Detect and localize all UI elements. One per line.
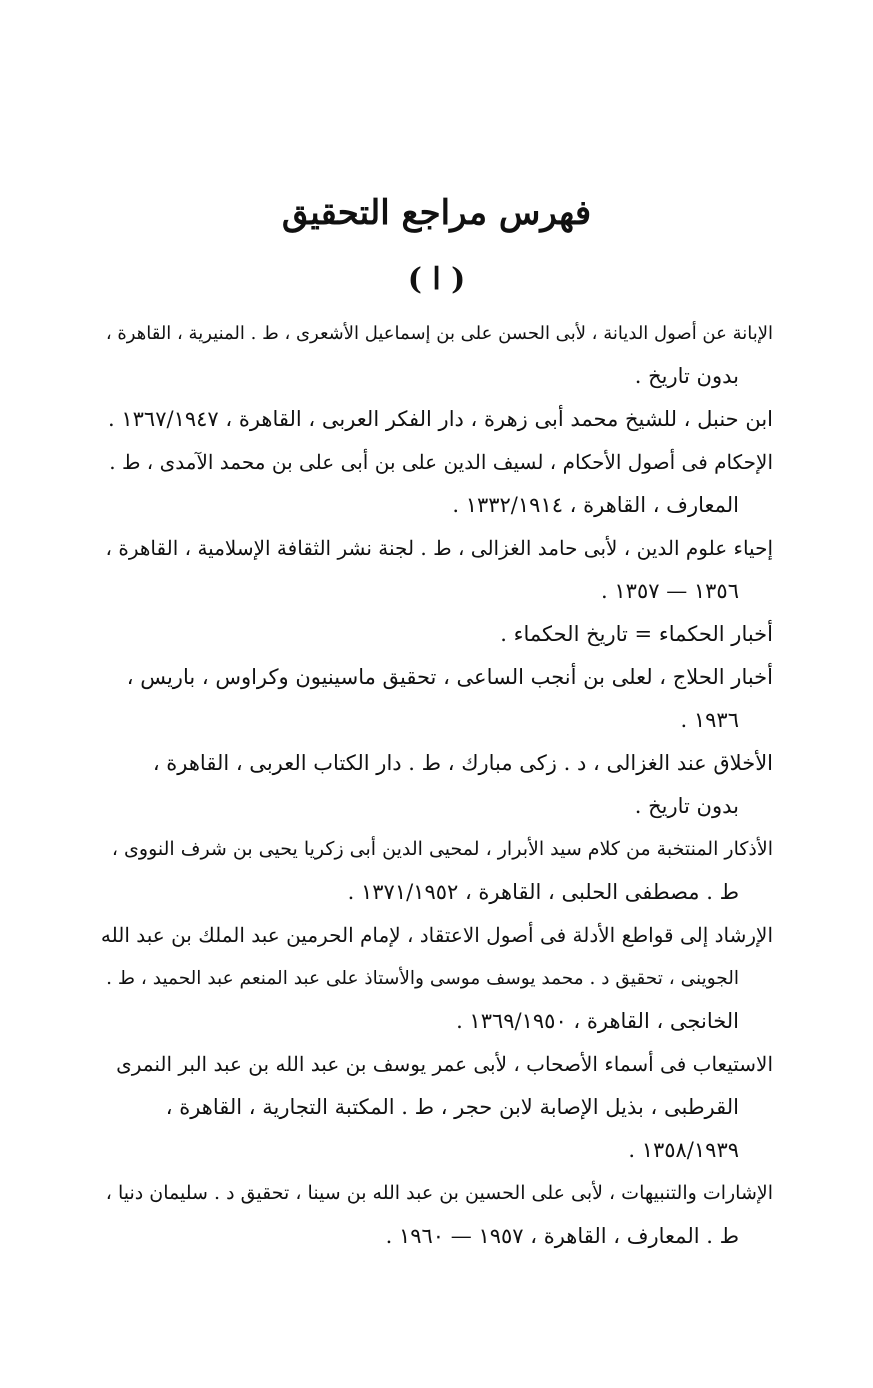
entry-line: الاستيعاب فى أسماء الأصحاب ، لأبى عمر يوسف بن عبد الله بن عبد البر النمرى [116,1052,773,1076]
reference-list [101,312,773,1258]
reference-entry [101,441,773,527]
entry-line: الإحكام فى أصول الأحكام ، لسيف الدين على بن أبى على بن محمد الآمدى ، ط . [109,450,773,474]
entry-line: بدون تاريخ . [634,364,739,388]
entry-line: ابن حنبل ، للشيخ محمد أبى زهرة ، دار الفكر العربى ، القاهرة ، ١٣٦٧/١٩٤٧ . [108,407,773,431]
entry-line: ١٩٣٦ . [680,708,739,732]
entry-line: الأذكار المنتخبة من كلام سيد الأبرار ، لمحيى الدين أبى زكريا يحيى بن شرف النووى ، [111,838,773,860]
reference-entry [101,742,773,828]
reference-entry [101,398,773,441]
reference-entry [101,312,773,398]
entry-line: الإبانة عن أصول الديانة ، لأبى الحسن على بن إسماعيل الأشعرى ، ط . المنيرية ، القاهرة ، [105,323,773,344]
entry-line: أخبار الحلاج ، لعلى بن أنجب الساعى ، تحقيق ماسينيون وكراوس ، باريس ، [126,665,773,689]
reference-entry [101,527,773,613]
reference-entry [101,1043,773,1172]
entry-line: الإرشاد إلى قواطع الأدلة فى أصول الاعتقاد ، لإمام الحرمين عبد الملك بن عبد الله [100,923,773,947]
entry-line: بدون تاريخ . [634,794,739,818]
entry-line: الجوينى ، تحقيق د . محمد يوسف موسى والأستاذ على عبد المنعم عبد الحميد ، ط . [106,968,739,989]
entry-line: ١٣٥٦ — ١٣٥٧ . [601,579,739,603]
reference-entry [101,1172,773,1258]
entry-line: ط . المعارف ، القاهرة ، ١٩٥٧ — ١٩٦٠ . [385,1224,739,1248]
entry-line: المعارف ، القاهرة ، ١٣٣٢/١٩١٤ . [452,493,739,517]
reference-entry [101,914,773,1043]
entry-line: ١٣٥٨/١٩٣٩ . [628,1138,739,1162]
entry-line: الخانجى ، القاهرة ، ١٣٦٩/١٩٥٠ . [456,1009,739,1033]
entry-line: الإشارات والتنبيهات ، لأبى على الحسين بن عبد الله بن سينا ، تحقيق د . سليمان دنيا ، [105,1182,773,1204]
entry-line: ط . مصطفى الحلبى ، القاهرة ، ١٣٧١/١٩٥٢ . [347,880,739,904]
reference-entry [101,828,773,914]
entry-line: القرطبى ، بذيل الإصابة لابن حجر ، ط . المكتبة التجارية ، القاهرة ، [165,1095,739,1119]
reference-entry [101,613,773,656]
section-heading: ( ا ) [407,262,466,297]
entry-line: إحياء علوم الدين ، لأبى حامد الغزالى ، ط . لجنة نشر الثقافة الإسلامية ، القاهرة ، [105,536,773,560]
reference-entry [101,656,773,742]
page-title: فهرس مراجع التحقيق [281,193,592,233]
entry-line: أخبار الحكماء = تاريخ الحكماء . [500,622,773,646]
entry-line: الأخلاق عند الغزالى ، د . زكى مبارك ، ط . دار الكتاب العربى ، القاهرة ، [152,751,773,775]
